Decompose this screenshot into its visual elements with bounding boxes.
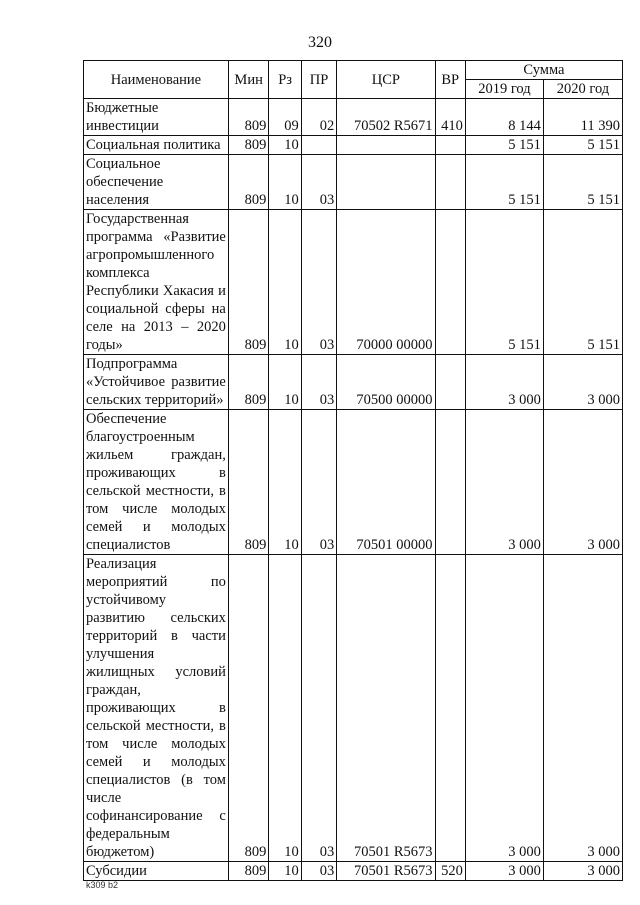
cell-y2019: 5 151 (465, 155, 543, 210)
footer-code: k309 b2 (86, 880, 119, 890)
header-pr: ПР (301, 61, 336, 99)
cell-csr: 70501 00000 (337, 410, 435, 555)
cell-pr: 03 (301, 410, 336, 555)
cell-y2020: 3 000 (543, 555, 622, 862)
cell-name: Социальное обеспечение населения (84, 155, 229, 210)
table-row (84, 555, 623, 862)
cell-min: 809 (228, 410, 269, 555)
cell-y2019: 3 000 (465, 410, 543, 555)
cell-y2020: 3 000 (543, 410, 622, 555)
header-csr: ЦСР (337, 61, 435, 99)
cell-y2019: 5 151 (465, 210, 543, 355)
table-row (84, 155, 623, 210)
cell-y2020: 11 390 (543, 99, 622, 136)
cell-name: Бюджетные инвестиции (84, 99, 229, 136)
cell-vr (435, 410, 465, 555)
cell-y2019: 8 144 (465, 99, 543, 136)
cell-vr (435, 355, 465, 410)
cell-min: 809 (228, 155, 269, 210)
cell-y2019: 3 000 (465, 555, 543, 862)
cell-csr: 70501 R5673 (337, 862, 435, 881)
cell-min: 809 (228, 862, 269, 881)
cell-vr (435, 155, 465, 210)
cell-name: Социальная политика (84, 136, 229, 155)
cell-vr (435, 555, 465, 862)
cell-rz: 10 (269, 410, 301, 555)
cell-pr: 03 (301, 355, 336, 410)
cell-csr (337, 155, 435, 210)
table-row (84, 210, 623, 355)
cell-y2020: 5 151 (543, 136, 622, 155)
cell-y2020: 5 151 (543, 210, 622, 355)
table-row (84, 410, 623, 555)
cell-pr (301, 136, 336, 155)
cell-csr: 70501 R5673 (337, 555, 435, 862)
cell-name: Подпрограмма «Устойчивое развитие сельских территорий» (84, 355, 229, 410)
cell-name: Субсидии (84, 862, 229, 881)
cell-csr: 70502 R5671 (337, 99, 435, 136)
cell-name: Реализация мероприятий по устойчивому развитию сельских территорий в части улучшения жилищных условий граждан, проживающих в сельской местности, в том числе молодых семей и молодых специалистов (в том числе софинансирование с федеральным бюджетом) (84, 555, 229, 862)
cell-pr: 03 (301, 210, 336, 355)
cell-rz: 10 (269, 136, 301, 155)
cell-csr (337, 136, 435, 155)
cell-min: 809 (228, 555, 269, 862)
table-row (84, 136, 623, 155)
cell-min: 809 (228, 99, 269, 136)
cell-pr: 03 (301, 555, 336, 862)
header-name: Наименование (84, 61, 229, 99)
cell-min: 809 (228, 210, 269, 355)
cell-min: 809 (228, 136, 269, 155)
cell-csr: 70500 00000 (337, 355, 435, 410)
header-year-2019: 2019 год (465, 80, 543, 99)
header-year-2020: 2020 год (543, 80, 622, 99)
cell-rz: 10 (269, 555, 301, 862)
cell-y2019: 3 000 (465, 862, 543, 881)
page-number: 320 (308, 34, 332, 51)
cell-vr: 410 (435, 99, 465, 136)
cell-y2020: 3 000 (543, 862, 622, 881)
cell-rz: 10 (269, 862, 301, 881)
table-row (84, 355, 623, 410)
header-sum: Сумма (465, 61, 622, 80)
table-row (84, 99, 623, 136)
header-vr: ВР (435, 61, 465, 99)
table-row (84, 862, 623, 881)
cell-y2020: 3 000 (543, 355, 622, 410)
cell-y2019: 3 000 (465, 355, 543, 410)
cell-vr (435, 136, 465, 155)
cell-rz: 10 (269, 155, 301, 210)
cell-vr (435, 210, 465, 355)
cell-csr: 70000 00000 (337, 210, 435, 355)
cell-min: 809 (228, 355, 269, 410)
cell-pr: 03 (301, 862, 336, 881)
cell-rz: 10 (269, 355, 301, 410)
cell-name: Обеспечение благоустроенным жильем граждан, проживающих в сельской местности, в том числе молодых семей и молодых специалистов (84, 410, 229, 555)
cell-pr: 03 (301, 155, 336, 210)
cell-y2019: 5 151 (465, 136, 543, 155)
budget-table (83, 60, 623, 881)
cell-rz: 09 (269, 99, 301, 136)
cell-y2020: 5 151 (543, 155, 622, 210)
header-rz: Рз (269, 61, 301, 99)
cell-rz: 10 (269, 210, 301, 355)
cell-vr: 520 (435, 862, 465, 881)
cell-pr: 02 (301, 99, 336, 136)
header-min: Мин (228, 61, 269, 99)
cell-name: Государственная программа «Развитие агропромышленного комплекса Республики Хакасия и социальной сферы на селе на 2013 – 2020 годы» (84, 210, 229, 355)
